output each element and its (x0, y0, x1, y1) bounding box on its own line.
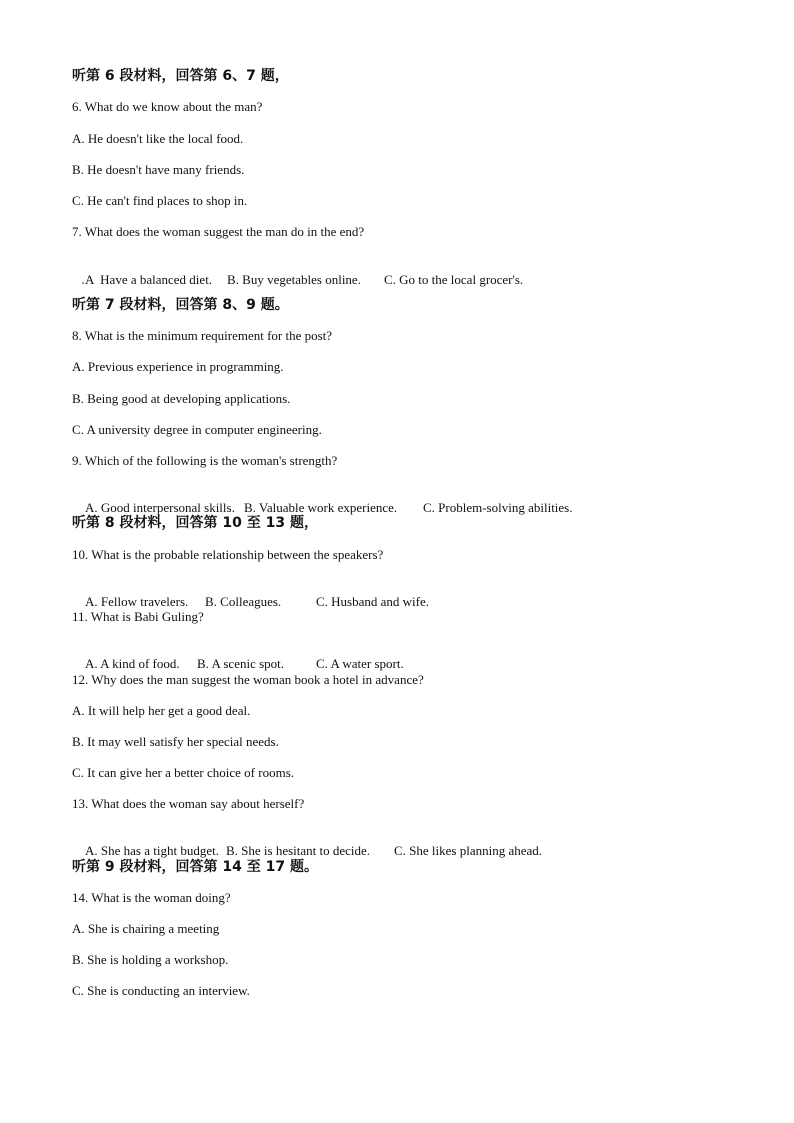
stray-mark (82, 282, 84, 284)
answer-option: A. Good interpersonal skills. (85, 500, 235, 515)
answer-option: A Have a balanced diet. (85, 272, 213, 287)
question-prompt: 10. What is the probable relationship between the speakers? (72, 547, 384, 562)
section-heading: 听第 7 段材料，回答第 8、9 题。 (72, 297, 289, 313)
question-prompt: 7. What does the woman suggest the man do in the end? (72, 224, 365, 239)
answer-option: A. Previous experience in programming. (72, 359, 284, 374)
section-heading: 听第 8 段材料，回答第 10 至 13 题， (72, 515, 318, 531)
answer-option: C. He can't find places to shop in. (72, 193, 248, 208)
question-prompt: 6. What do we know about the man? (72, 99, 263, 114)
answer-option: B. Being good at developing applications. (72, 391, 291, 406)
answer-option: C. Go to the local grocer's. (384, 272, 524, 287)
answer-option: B. She is holding a workshop. (72, 952, 229, 967)
answer-option: B. He doesn't have many friends. (72, 162, 245, 177)
answer-option: C. Problem-solving abilities. (423, 500, 573, 515)
answer-option: C. A university degree in computer engineering. (72, 422, 322, 437)
answer-option: A. A kind of food. (85, 656, 180, 671)
question-prompt: 12. Why does the man suggest the woman book a hotel in advance? (72, 672, 424, 687)
answer-option: C. She likes planning ahead. (394, 843, 543, 858)
question-prompt: 8. What is the minimum requirement for the post? (72, 328, 333, 343)
answer-option: A. It will help her get a good deal. (72, 703, 251, 718)
answer-option: B. A scenic spot. (197, 656, 285, 671)
answer-option: B. Valuable work experience. (244, 500, 398, 515)
section-heading: 听第 6 段材料，回答第 6、7 题， (72, 68, 289, 84)
answer-option: B. Buy vegetables online. (227, 272, 361, 287)
answer-option: C. A water sport. (316, 656, 404, 671)
answer-option: C. She is conducting an interview. (72, 983, 250, 998)
answer-option: A. She has a tight budget. (85, 843, 219, 858)
question-prompt: 13. What does the woman say about herself? (72, 796, 305, 811)
question-prompt: 11. What is Babi Guling? (72, 609, 204, 624)
answer-option: A. He doesn't like the local food. (72, 131, 244, 146)
answer-option: A. Fellow travelers. (85, 594, 189, 609)
answer-option: B. Colleagues. (205, 594, 282, 609)
question-prompt: 14. What is the woman doing? (72, 890, 231, 905)
answer-option: A. She is chairing a meeting (72, 921, 220, 936)
answer-option: B. She is hesitant to decide. (226, 843, 371, 858)
answer-option: B. It may well satisfy her special needs. (72, 734, 279, 749)
answer-option: C. Husband and wife. (316, 594, 430, 609)
section-heading: 听第 9 段材料，回答第 14 至 17 题。 (72, 859, 318, 875)
question-prompt: 9. Which of the following is the woman's strength? (72, 453, 338, 468)
answer-option: C. It can give her a better choice of rooms. (72, 765, 294, 780)
